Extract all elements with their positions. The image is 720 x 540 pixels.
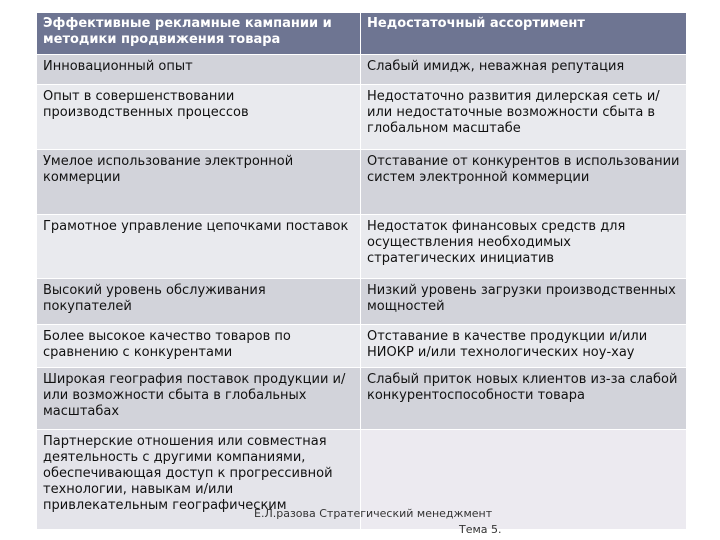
table-header-row: [37, 13, 687, 55]
weakness-cell: Недостаточно развития дилерская сеть и/или недостаточные возможности сбыта в глобальном масштабе: [361, 85, 687, 150]
swot-table: [36, 12, 687, 530]
strength-cell: Высокий уровень обслуживания покупателей: [37, 279, 361, 325]
weakness-cell: Отставание от конкурентов в использовании систем электронной коммерции: [361, 150, 687, 215]
weakness-cell: Слабый имидж, неважная репутация: [361, 55, 687, 85]
table-row: [37, 55, 687, 85]
table-row: [37, 215, 687, 279]
table-row: [37, 150, 687, 215]
strength-cell: Грамотное управление цепочками поставок: [37, 215, 361, 279]
footer-topic: Тема 5.: [459, 523, 502, 536]
slide-footer: [254, 506, 514, 538]
weakness-cell: Недостаток финансовых средств для осуществления необходимых стратегических инициатив: [361, 215, 687, 279]
table-row: [37, 85, 687, 150]
table-row: [37, 325, 687, 368]
table-row: [37, 279, 687, 325]
weakness-cell: Слабый приток новых клиентов из-за слабой конкурентоспособности товара: [361, 368, 687, 430]
strength-cell: Партнерские отношения или совместная деятельность с другими компаниями, обеспечивающая доступ к прогрессивной технологии, навыкам и/или привлекательным географическим: [37, 430, 361, 530]
header-strengths: Эффективные рекламные кампании и методики продвижения товара: [37, 13, 361, 55]
strength-cell: Инновационный опыт: [37, 55, 361, 85]
strength-cell: Широкая география поставок продукции и/или возможности сбыта в глобальных масштабах: [37, 368, 361, 430]
footer-author: Е.Л.разова Стратегический менеджмент: [254, 507, 493, 520]
strength-cell: Более высокое качество товаров по сравнению с конкурентами: [37, 325, 361, 368]
strength-cell: Опыт в совершенствовании производственных процессов: [37, 85, 361, 150]
strength-cell: Умелое использование электронной коммерции: [37, 150, 361, 215]
weakness-cell: Низкий уровень загрузки производственных мощностей: [361, 279, 687, 325]
weakness-cell: Отставание в качестве продукции и/или НИОКР и/или технологических ноу-хау: [361, 325, 687, 368]
header-weaknesses: Недостаточный ассортимент: [361, 13, 687, 55]
table-row: [37, 368, 687, 430]
